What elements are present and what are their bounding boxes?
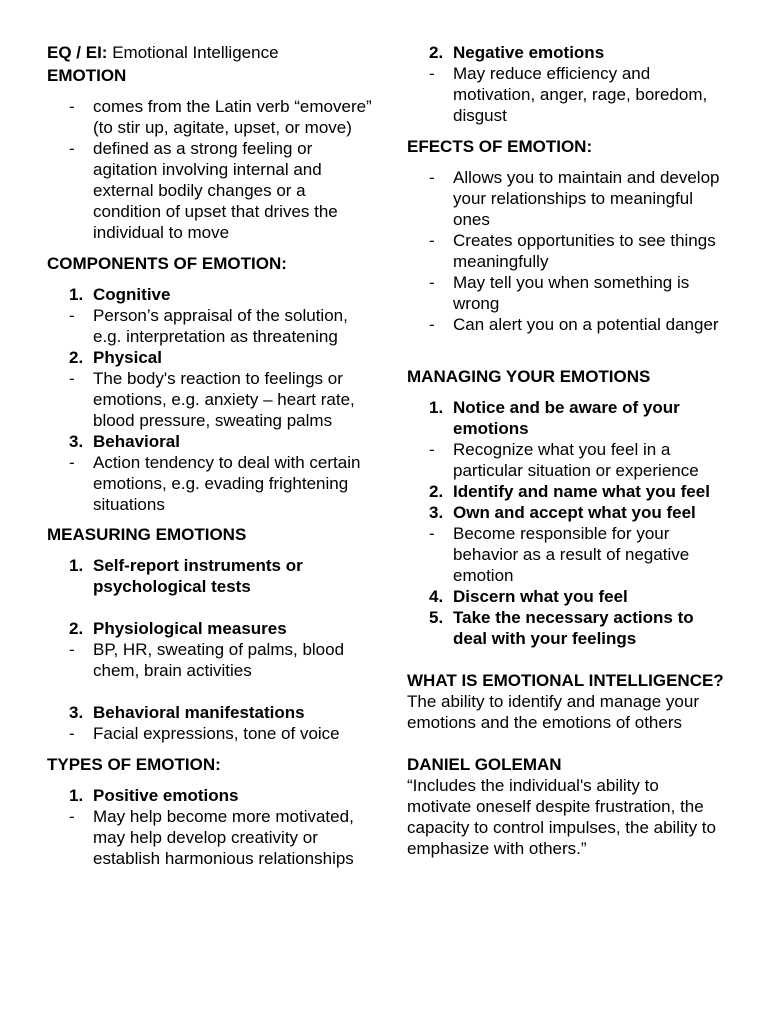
- list-item: - Can alert you on a potential danger: [429, 315, 719, 334]
- list-item: 2. Physical: [69, 348, 162, 367]
- list-item: - Become responsible for your behavior as a result of negative emotion: [429, 524, 690, 585]
- types-list-left: [47, 785, 372, 869]
- document-title: [47, 42, 372, 63]
- components-heading: COMPONENTS OF EMOTION:: [47, 254, 287, 273]
- title-prefix: EQ / EI:: [47, 43, 108, 62]
- list-item: 3. Behavioral: [69, 432, 180, 451]
- emotion-list: [47, 96, 372, 243]
- list-item: - Person’s appraisal of the solution, e.g. interpretation as threatening: [69, 306, 348, 346]
- list-item: - Action tendency to deal with certain emotions, e.g. evading frightening situations: [69, 453, 361, 514]
- goleman-heading: DANIEL GOLEMAN: [407, 755, 562, 774]
- measuring-list: [47, 555, 372, 744]
- list-item: 2. Physiological measures: [69, 619, 287, 638]
- list-item: - May tell you when something is wrong: [429, 273, 690, 313]
- dash-marker: -: [69, 139, 75, 158]
- left-column: [47, 42, 372, 869]
- dash-marker: -: [69, 97, 75, 116]
- list-item: 5. Take the necessary actions to deal with your feelings: [429, 608, 694, 648]
- list-item: - defined as a strong feeling or agitation involving internal and external bodily changes or a condition of upset that drives the individual to move: [69, 139, 338, 242]
- list-item: - The body's reaction to feelings or emotions, e.g. anxiety – heart rate, blood pressure, sweating palms: [69, 369, 355, 430]
- emotion-heading: EMOTION: [47, 66, 127, 85]
- list-item: - Facial expressions, tone of voice: [69, 724, 340, 743]
- list-item: - BP, HR, sweating of palms, blood chem, brain activities: [69, 640, 345, 680]
- list-item: - May help become more motivated, may help develop creativity or establish harmonious relationships: [69, 807, 354, 868]
- list-item: - May reduce efficiency and motivation, anger, rage, boredom, disgust: [429, 64, 708, 125]
- list-item: - Recognize what you feel in a particular situation or experience: [429, 440, 699, 480]
- types-heading: TYPES OF EMOTION:: [47, 755, 221, 774]
- types-list-right: [407, 42, 727, 126]
- list-item: - comes from the Latin verb “emovere” (to stir up, agitate, upset, or move): [69, 97, 372, 137]
- list-item: 2. Negative emotions: [429, 43, 605, 62]
- list-item: - Allows you to maintain and develop your relationships to meaningful ones: [429, 168, 720, 229]
- list-item: 1. Positive emotions: [69, 786, 239, 805]
- list-item: 1. Self-report instruments or psychological tests: [69, 556, 303, 596]
- title-text: Emotional Intelligence: [112, 43, 279, 62]
- list-item: 2. Identify and name what you feel: [429, 482, 710, 501]
- managing-heading: MANAGING YOUR EMOTIONS: [407, 367, 651, 386]
- list-item: 1. Notice and be aware of your emotions: [429, 398, 680, 438]
- ei-definition: The ability to identify and manage your emotions and the emotions of others: [407, 692, 700, 732]
- managing-list: [407, 397, 727, 649]
- list-item: 1. Cognitive: [69, 285, 171, 304]
- right-column: [407, 42, 727, 859]
- ei-heading: WHAT IS EMOTIONAL INTELLIGENCE?: [407, 671, 724, 690]
- list-item: 4. Discern what you feel: [429, 587, 628, 606]
- components-list: [47, 284, 372, 515]
- list-item: 3. Behavioral manifestations: [69, 703, 305, 722]
- list-item: 3. Own and accept what you feel: [429, 503, 696, 522]
- effects-heading: EFECTS OF EMOTION:: [407, 137, 593, 156]
- list-item: - Creates opportunities to see things meaningfully: [429, 231, 716, 271]
- effects-list: [407, 167, 727, 335]
- measuring-heading: MEASURING EMOTIONS: [47, 525, 247, 544]
- goleman-quote: “Includes the individual's ability to motivate oneself despite frustration, the capacity to control impulses, the ability to emphasize with others.”: [407, 776, 716, 858]
